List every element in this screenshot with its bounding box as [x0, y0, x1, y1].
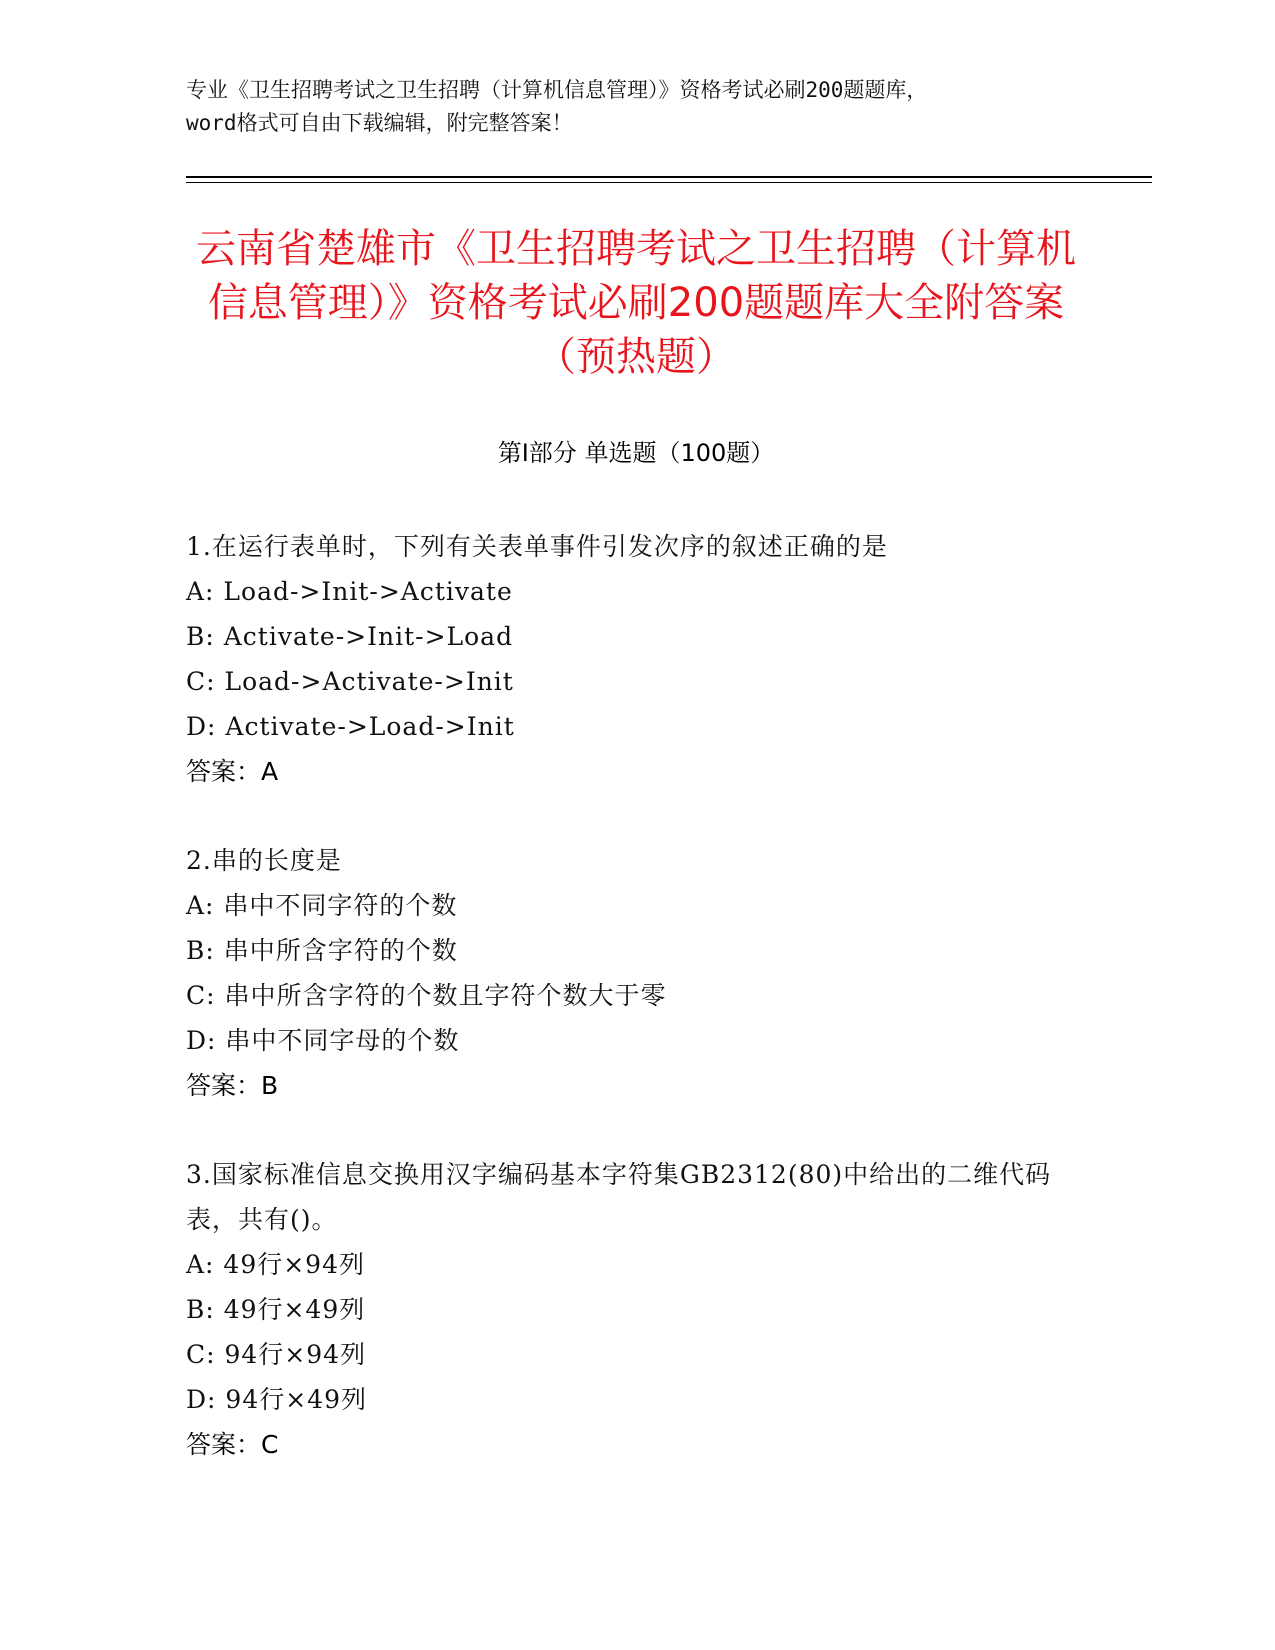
option-c: C: 94行×94列 [186, 1340, 367, 1369]
answer: 答案：A [186, 757, 279, 786]
question-3 [186, 1152, 1086, 1467]
option-c: C: 串中所含字符的个数且字符个数大于零 [186, 981, 667, 1010]
option-b: B: 49行×49列 [186, 1295, 366, 1324]
option-a: A: 串中不同字符的个数 [186, 891, 458, 920]
option-b: B: Activate->Init->Load [186, 622, 514, 651]
question-stem: 1.在运行表单时，下列有关表单事件引发次序的叙述正确的是 [186, 532, 888, 561]
option-b: B: 串中所含字符的个数 [186, 936, 458, 965]
question-2 [186, 838, 1086, 1108]
option-a: A: 49行×94列 [186, 1250, 365, 1279]
section-title: 第Ⅰ部分 单选题（100题） [497, 439, 775, 467]
option-c: C: Load->Activate->Init [186, 667, 514, 696]
option-d: D: 串中不同字母的个数 [186, 1026, 460, 1055]
answer: 答案：B [186, 1071, 279, 1100]
question-list [186, 524, 1086, 1511]
question-stem: 3.国家标准信息交换用汉字编码基本字符集GB2312(80)中给出的二维代码表，共有()。 [186, 1160, 1052, 1234]
question-1 [186, 524, 1086, 794]
answer: 答案：C [186, 1430, 279, 1459]
header-rule-thick [186, 176, 1152, 178]
header-note [186, 74, 1086, 140]
document-title: 云南省楚雄市《卫生招聘考试之卫生招聘（计算机信息管理）》资格考试必刷200题题库大全附答案（预热题） [196, 226, 1076, 380]
header-rule-thin [186, 182, 1152, 183]
question-stem: 2.串的长度是 [186, 846, 342, 875]
header-note-line-2: word格式可自由下载编辑，附完整答案！ [186, 111, 573, 135]
header-note-line-1: 专业《卫生招聘考试之卫生招聘（计算机信息管理）》资格考试必刷200题题库， [186, 78, 928, 102]
option-d: D: Activate->Load->Init [186, 712, 515, 741]
option-d: D: 94行×49列 [186, 1385, 367, 1414]
option-a: A: Load->Init->Activate [186, 577, 513, 606]
